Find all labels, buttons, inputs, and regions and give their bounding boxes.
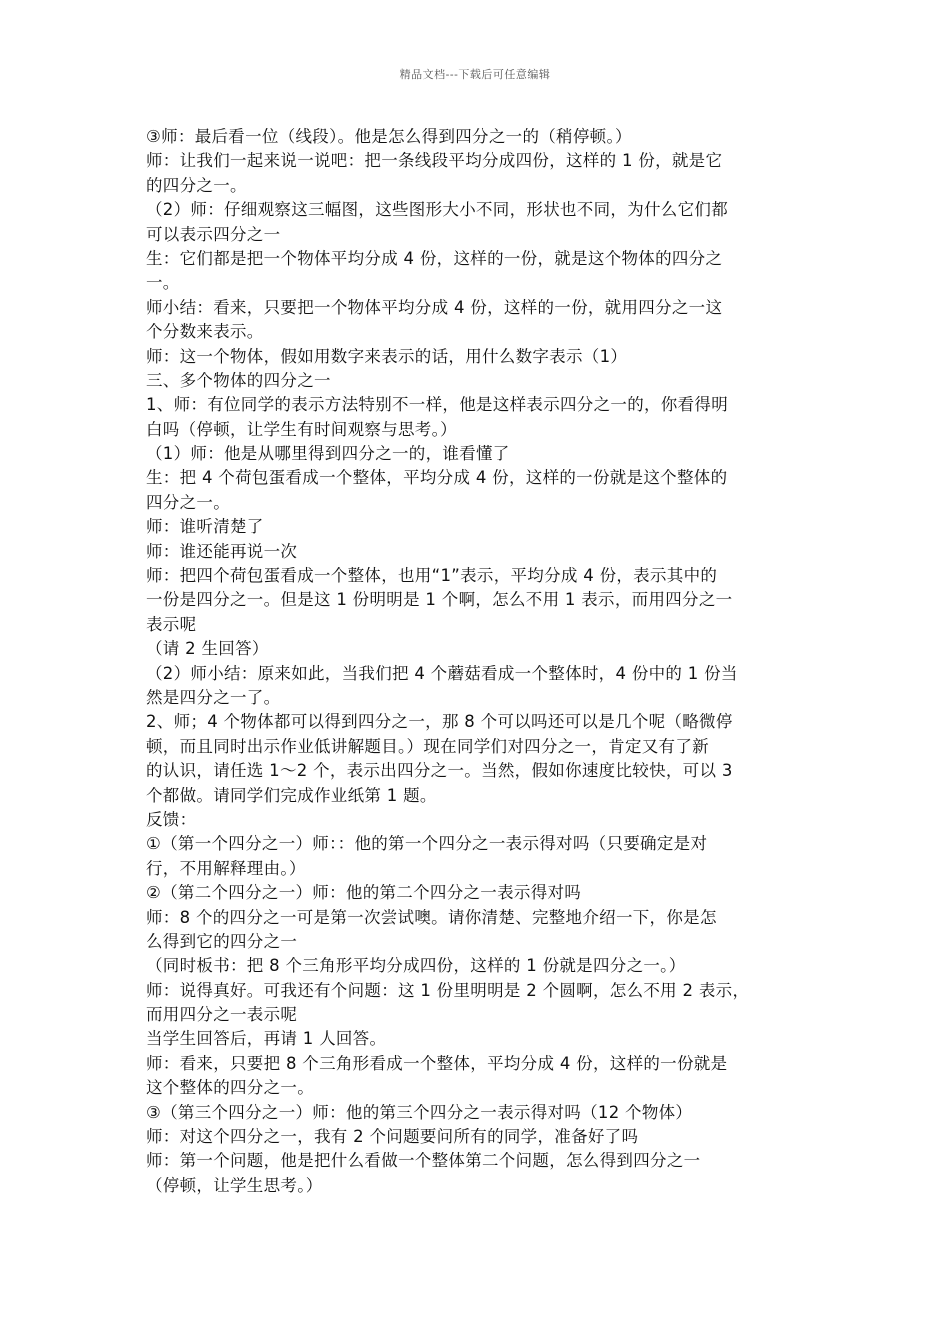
text-line: 生：它们都是把一个物体平均分成 4 份，这样的一份，就是这个物体的四分之 bbox=[146, 248, 723, 268]
text-line: 师：对这个四分之一，我有 2 个问题要问所有的同学，准备好了吗 bbox=[146, 1127, 639, 1147]
text-line: ①（第一个四分之一）师：：他的第一个四分之一表示得对吗（只要确定是对 bbox=[146, 834, 708, 854]
text-line: 一。 bbox=[146, 273, 180, 293]
text-line: 师：谁听清楚了 bbox=[146, 517, 264, 537]
page-header: 精品文档---下载后可任意编辑 bbox=[399, 68, 551, 81]
text-line: ③（第三个四分之一）师：他的第三个四分之一表示得对吗（12 个物体） bbox=[146, 1102, 693, 1122]
text-line: 师：8 个的四分之一可是第一次尝试噢。请你清楚、完整地介绍一下，你是怎 bbox=[146, 907, 717, 927]
text-line: ③师：最后看一位（线段）。他是怎么得到四分之一的（稍停顿。） bbox=[146, 127, 632, 146]
text-line: 当学生回答后，再请 1 人回答。 bbox=[146, 1029, 387, 1049]
text-line: 师：看来，只要把 8 个三角形看成一个整体，平均分成 4 份，这样的一份就是 bbox=[146, 1053, 728, 1073]
text-line: 生：把 4 个荷包蛋看成一个整体，平均分成 4 份，这样的一份就是这个整体的 bbox=[146, 468, 728, 488]
text-line: 师：这一个物体，假如用数字来表示的话，用什么数字表示（1） bbox=[146, 346, 628, 366]
text-line: 么得到它的四分之一 bbox=[146, 931, 298, 951]
text-line: 个分数来表示。 bbox=[146, 322, 264, 342]
section-heading: 三、多个物体的四分之一 bbox=[146, 370, 331, 390]
text-line: 1、师：有位同学的表示方法特别不一样，他是这样表示四分之一的，你看得明 bbox=[146, 395, 728, 415]
text-line: （1）师：他是从哪里得到四分之一的，谁看懂了 bbox=[146, 444, 510, 464]
text-line: 四分之一。 bbox=[146, 492, 230, 512]
text-line: 顿，而且同时出示作业低讲解题目。）现在同学们对四分之一，肯定又有了新 bbox=[146, 736, 709, 756]
text-line: ②（第二个四分之一）师：他的第二个四分之一表示得对吗 bbox=[146, 883, 582, 903]
text-line: 师：第一个问题，他是把什么看做一个整体第二个问题，怎么得到四分之一 bbox=[146, 1151, 701, 1171]
text-line: 的四分之一。 bbox=[146, 175, 247, 195]
document-body bbox=[146, 125, 816, 1198]
text-line: 2、师；4 个物体都可以得到四分之一，那 8 个可以吗还可以是几个呢（略微停 bbox=[146, 712, 733, 732]
text-line: 可以表示四分之一 bbox=[146, 224, 281, 244]
text-line: 反馈： bbox=[146, 809, 197, 829]
text-line: 白吗（停顿，让学生有时间观察与思考。） bbox=[146, 419, 457, 439]
text-line: 师小结：看来，只要把一个物体平均分成 4 份，这样的一份，就用四分之一这 bbox=[146, 297, 723, 317]
text-line: 师：说得真好。可我还有个问题：这 1 份里明明是 2 个圆啊，怎么不用 2 表示， bbox=[146, 980, 750, 1000]
text-line: 行，不用解释理由。） bbox=[146, 858, 306, 878]
text-line: （请 2 生回答） bbox=[146, 639, 269, 659]
text-line: （同时板书：把 8 个三角形平均分成四份，这样的 1 份就是四分之一。） bbox=[146, 956, 686, 976]
text-line: 然是四分之一了。 bbox=[146, 687, 281, 707]
text-line: 而用四分之一表示呢 bbox=[146, 1005, 298, 1025]
text-line: 个都做。请同学们完成作业纸第 1 题。 bbox=[146, 785, 437, 805]
text-line: （2）师：仔细观察这三幅图，这些图形大小不同，形状也不同，为什么它们都 bbox=[146, 200, 728, 220]
text-line: 一份是四分之一。但是这 1 份明明是 1 个啊，怎么不用 1 表示，而用四分之一 bbox=[146, 590, 733, 610]
text-line: 这个整体的四分之一。 bbox=[146, 1078, 314, 1098]
text-line: 师：把四个荷包蛋看成一个整体，也用“1”表示，平均分成 4 份，表示其中的 bbox=[146, 566, 718, 586]
text-line: 的认识，请任选 1～2 个，表示出四分之一。当然，假如你速度比较快，可以 3 bbox=[146, 761, 733, 781]
text-line: 师：让我们一起来说一说吧：把一条线段平均分成四份，这样的 1 份，就是它 bbox=[146, 151, 723, 171]
text-line: 师：谁还能再说一次 bbox=[146, 541, 298, 561]
text-line: 表示呢 bbox=[146, 614, 197, 634]
text-line: （2）师小结：原来如此，当我们把 4 个蘑菇看成一个整体时，4 份中的 1 份当 bbox=[146, 663, 738, 683]
text-line: （停顿，让学生思考。） bbox=[146, 1175, 323, 1195]
